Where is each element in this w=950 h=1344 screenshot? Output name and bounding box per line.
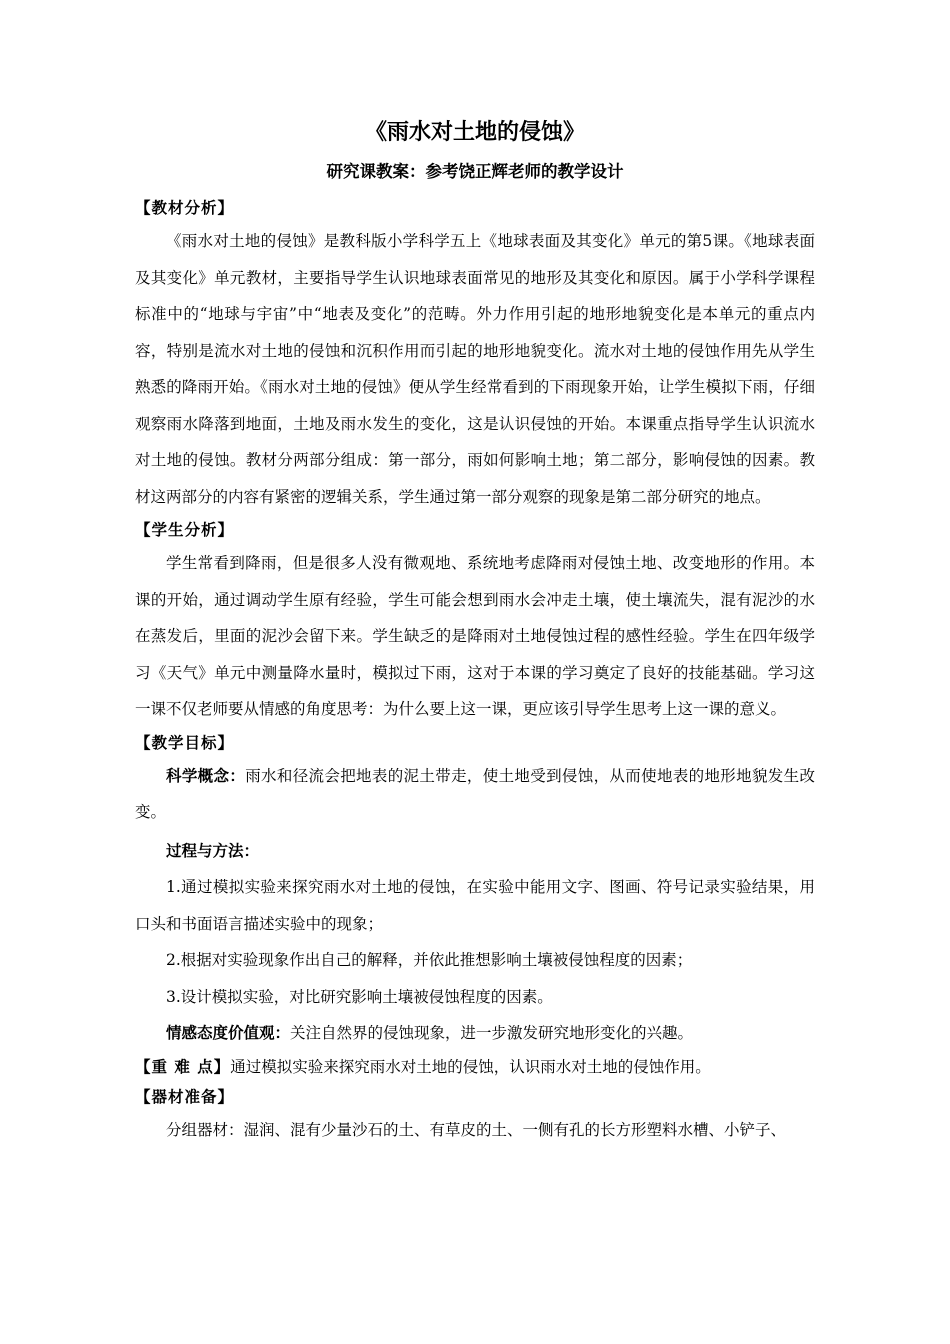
section-teaching-goals	[135, 728, 815, 1052]
section-heading: 【器材准备】	[135, 1087, 235, 1106]
section-textbook-analysis	[135, 193, 815, 515]
section-paragraph: 分组器材：湿润、混有少量沙石的土、有草皮的土、一侧有孔的长方形塑料水槽、小铲子、	[166, 1120, 787, 1139]
section-paragraph: 通过模拟实验来探究雨水对土地的侵蚀，认识雨水对土地的侵蚀作用。	[230, 1057, 711, 1076]
goal-attitude	[135, 1015, 815, 1052]
goal-process-item: 1.通过模拟实验来探究雨水对土地的侵蚀，在实验中能用文字、图画、符号记录实验结果，用口头和书面语言描述实验中的现象；	[135, 878, 815, 933]
section-heading: 【学生分析】	[135, 521, 235, 539]
document-subtitle: 研究课教案：参考饶正辉老师的教学设计	[326, 162, 624, 181]
goal-process-item: 2.根据对实验现象作出自己的解释，并依此推想影响土壤被侵蚀程度的因素；	[166, 951, 693, 969]
goal-label: 过程与方法：	[166, 841, 260, 860]
section-paragraph: 学生常看到降雨，但是很多人没有微观地、系统地考虑降雨对侵蚀土地、改变地形的作用。本课的开始，通过调动学生原有经验，学生可能会想到雨水会冲走土壤，使土壤流失，混有泥沙的水在蒸发后，里面的泥沙会留下来。学生缺乏的是降雨对土地侵蚀过程的感性经验。学生在四年级学习《天气》单元中测量降水量时，模拟过下雨，这对于本课的学习奠定了良好的技能基础。学习这一课不仅老师要从情感的角度思考：为什么要上这一课，更应该引导学生思考上这一课的意义。	[135, 554, 815, 718]
goal-label: 科学概念：	[166, 766, 246, 785]
document-body	[135, 193, 815, 1148]
section-key-points	[135, 1052, 815, 1082]
goal-process-label-line	[135, 833, 815, 870]
section-materials	[135, 1082, 815, 1149]
section-heading: 【教学目标】	[135, 733, 235, 752]
document-title: 《雨水对土地的侵蚀》	[364, 120, 585, 145]
section-paragraph: 《雨水对土地的侵蚀》是教科版小学科学五上《地球表面及其变化》单元的第5课。《地球表面及其变化》单元教材，主要指导学生认识地球表面常见的地形及其变化和原因。属于小学科学课程标准中的“地球与宇宙”中“地表及变化”的范畴。外力作用引起的地形地貌变化是本单元的重点内容，特别是流水对土地的侵蚀和沉积作用而引起的地形地貌变化。流水对土地的侵蚀作用先从学生熟悉的降雨开始。《雨水对土地的侵蚀》便从学生经常看到的下雨现象开始，让学生模拟下雨，仔细观察雨水降落到地面，土地及雨水发生的变化，这是认识侵蚀的开始。本课重点指导学生认识流水对土地的侵蚀。教材分两部分组成：第一部分，雨如何影响土地；第二部分，影响侵蚀的因素。教材这两部分的内容有紧密的逻辑关系，学生通过第一部分观察的现象是第二部分研究的地点。	[135, 232, 815, 506]
goal-science-concept	[135, 758, 815, 831]
keypoints-line	[135, 1052, 815, 1082]
section-student-analysis	[135, 515, 815, 728]
goal-process-item: 3.设计模拟实验，对比研究影响土壤被侵蚀程度的因素。	[166, 987, 553, 1006]
section-heading: 【教材分析】	[135, 199, 235, 217]
goal-text: 关注自然界的侵蚀现象，进一步激发研究地形变化的兴趣。	[290, 1024, 694, 1042]
section-heading: 【重 难 点】	[135, 1057, 231, 1076]
goal-label: 情感态度价值观：	[166, 1024, 291, 1042]
goal-text: 雨水和径流会把地表的泥土带走，使土地受到侵蚀，从而使地表的地形地貌发生改变。	[135, 766, 815, 821]
